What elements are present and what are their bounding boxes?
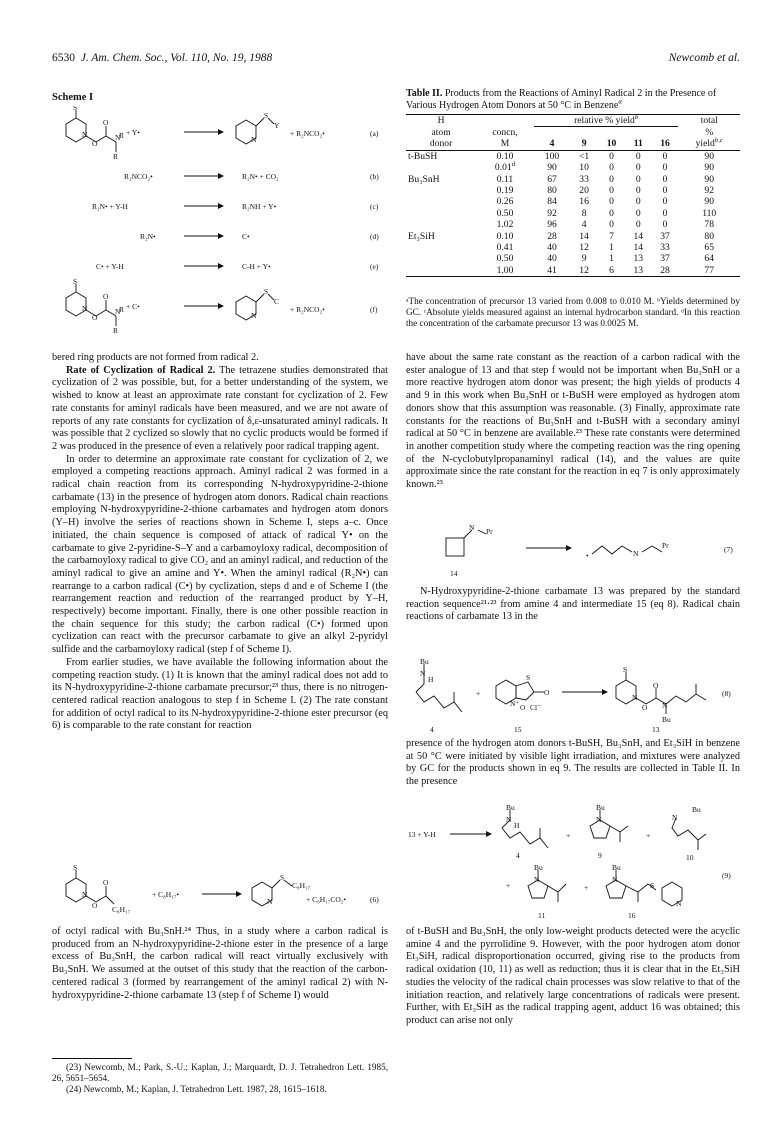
cell-yield: 84 [547,196,557,208]
cell-concn-value: 1.02 [496,219,514,231]
cell-yield: 80 [547,184,557,196]
table-header-row-3 [406,138,740,150]
cell-concn [476,208,534,219]
svg-text:N: N [632,693,638,702]
cell-yield: 16 [579,196,589,208]
svg-text:N: N [82,304,88,313]
cell-concn-value: 0.26 [496,196,514,208]
svg-text:+ R₂NCO₂•: + R₂NCO₂• [290,129,325,138]
references [52,1062,388,1095]
svg-text:N: N [662,701,668,710]
table-footnotes: ᵃThe concentration of precursor 13 varied from 0.008 to 0.010 M. ᵇYields determined by GC. ᶜAbsolute yields measured against an internal hydrocarbon standard. ᵈIn this reaction the concentration of the carbamate precursor 13 was 0.0025 M. [406,296,740,328]
cell-concn-value: 0.19 [496,184,514,196]
eq9-compound-16: 16 [628,911,636,920]
svg-text:O: O [92,139,98,148]
svg-text:R₂NH + Y•: R₂NH + Y• [242,202,277,211]
eq7-compound-number: 14 [450,569,458,578]
cell-concn [476,196,534,207]
cell-concn-value: 0.10 [496,230,514,242]
cell-concn [476,185,534,196]
cell-concn [476,150,534,162]
svg-text:N: N [267,897,273,906]
svg-text:+: + [584,883,589,892]
table-row [406,265,740,277]
cell-donor: Bu₃SnH [408,173,440,185]
cell-total: 90 [704,173,715,185]
paragraph: have about the same rate constant as the reaction of a carbon radical with the ester analogue of 13 and that step f would not be important when Bu₃SnH or a more reactive hydrogen atom donor was present; the high yields of products 4 and 9 in this work when Bu₃SnH or t-BuSH were employed as hydrogen atom donors show that this assumption was reasonable. (3) Finally, approximate rate constants for the reactions of Bu₃SnH and t-BuSH with a secondary aminyl radical at 50 °C in benzene are available.²³ These rate constants were determined in another competition study where the competing reaction was the ring opening of the N-cyclobutylpropanaminyl radical (14), and the values are quite approximate since the rate constant for the reaction in eq 7 is only approximately known.²³ [406,352,740,491]
svg-text:O: O [544,688,550,697]
th-concn-bot: M [500,138,510,150]
svg-text:(e): (e) [370,262,379,271]
cell-yield: 33 [579,173,589,185]
header-left [52,52,272,64]
th-col-11: 11 [633,138,643,150]
th-total-top: total [700,115,718,127]
svg-text:(f): (f) [370,305,378,314]
svg-text:Bu: Bu [420,657,429,666]
svg-text:+ C₈H₁₇•: + C₈H₁₇• [152,890,179,899]
svg-text:O: O [653,681,659,690]
cell-donor [406,196,476,207]
eq9-lhs: 13 + Y-H [408,830,436,839]
table-caption-text: Products from the Reactions of Aminyl Radical 2 in the Presence of Various Hydrogen Atom Donors at 50 °C in Benzene [406,88,717,111]
cell-donor: Et₃SiH [408,230,435,242]
eq9-compound-10: 10 [686,853,694,862]
svg-text:(d): (d) [370,232,379,241]
svg-text:S: S [623,665,628,674]
eq6-label: (6) [370,895,379,904]
svg-text:O: O [520,703,526,712]
eq7-label: (7) [724,545,733,554]
th-col-9: 9 [581,138,587,150]
cell-yield: 33 [660,241,670,253]
section-runin-heading: Rate of Cyclization of Radical 2. [66,364,216,376]
cell-yield: 40 [547,241,557,253]
table-row [406,150,740,162]
cell-yield: 67 [547,173,557,185]
equation-8 [406,656,740,736]
journal-citation: J. Am. Chem. Soc., Vol. 110, No. 19, 1988 [80,52,273,64]
cell-concn [476,265,534,277]
cell-total: 90 [704,196,715,208]
cell-total: 78 [704,219,715,231]
eq8-compound-13: 13 [652,725,660,734]
svg-text:R: R [119,305,125,314]
svg-text:+ R₂NCO₂•: + R₂NCO₂• [290,305,325,314]
svg-text:O: O [642,703,648,712]
svg-text:C-H + Y•: C-H + Y• [242,262,271,271]
cell-total: 65 [704,241,715,253]
paragraph: From earlier studies, we have available the following information about the competing reaction study. (1) It is known that the aminyl radical does not add to its N-hydroxypyridine-2-thione carbamate precursor;²³ thus, there is no nitrogen-centered radical reaction analogous to step f in Scheme I. (2) The rate constant for addition of octyl radical to its N-hydroxypyridine-2-thione ester precursor (eq 6) is comparable to the rate constant for reaction [52,656,388,732]
cell-yield: 40 [547,253,557,265]
svg-text:Bu: Bu [612,863,621,872]
svg-text:C• + Y-H: C• + Y-H [96,262,124,271]
svg-text:R₂NCO₂•: R₂NCO₂• [124,172,153,181]
svg-text:(c): (c) [370,202,379,211]
th-empty [534,127,679,138]
cell-yield: 6 [609,264,614,276]
table-row [406,196,740,207]
paragraph-text: The tetrazene studies demonstrated that cyclization of 2 was possible, but, for a better understanding of the system, we wished to know at least an approximate rate constant for cyclization of 2. Few rate constants for aminyl radicals have been measured, and we are not aware of reports of any rate constants for cyclization of δ,ε-unsaturated aminyl radicals. It was possible that 2 cyclized so slowly that no cyclic products would be formed if 2 was produced in the presence of even a relatively poor radical trapping agent. [52,364,389,452]
table-row [406,219,740,230]
svg-text:Bu: Bu [692,805,701,814]
eq9-compound-4: 4 [516,851,520,860]
th-total-bot [678,138,740,150]
th-total-bot-text: yield [695,138,715,150]
cell-yield: 0 [635,196,641,208]
cell-yield: 12 [579,264,589,276]
svg-text:•: • [586,551,589,560]
cell-concn [476,162,534,173]
table-body [406,150,740,276]
cell-yield: 92 [547,207,557,219]
svg-text:Bu: Bu [534,863,543,872]
cell-yield: 0 [662,173,668,185]
cell-yield: 9 [581,253,587,265]
cell-concn-value: 0.41 [496,241,514,253]
cell-donor [406,219,476,230]
th-donor-top: H [437,115,445,127]
table-row [406,208,740,219]
cell-yield: 1 [609,253,614,265]
svg-text:N: N [115,133,121,142]
svg-text:S: S [526,673,531,682]
paragraph: of octyl radical with Bu₃SnH.²⁴ Thus, in a study where a carbon radical is produced from an N-hydroxypyridine-2-thione ester in the presence of a large excess of Bu₃SnH, the carbon radical will react virtually exclusively with Bu₃SnH. We assumed at the outset of this study that the reaction of the carbon-centered radical 3 (formed by rearrangement of the aminyl radical 2) with N-hydroxypyridine-2-thione carbamate 13 (step f of Scheme I) would [52,926,388,1001]
table-row [406,242,740,253]
svg-text:S: S [73,277,78,286]
cell-yield: 8 [581,207,587,219]
cell-donor [406,242,476,253]
paragraph: In order to determine an approximate rate constant for cyclization of 2, we employed a competing reactions approach. Aminyl radical 2 was formed in a radical chain reaction from its corresponding N-hydroxypyridine-2-thione carbamate (13) in the presence of hydrogen atom donors. Radical chain reactions employing N-hydroxypyridine-2-thione carbamates and hydrogen atom donors (Y–H) involve the series of reactions shown in Scheme I, steps a–c. Once initiated, the chain sequence is composed of attack of radical Y• on the carbamate to give 2-pyridine-S–Y and a carbamoyloxy radical, decomposition of the carbamoyloxy radical to give CO₂ and an aminyl radical, and reduction of the aminyl radical to give an amine and Y•. When the aminyl radical (R₂N•) can rearrange to a carbon radical (C•) by cyclization, steps d and e of Scheme I (the rearrangement reaction and reduction of the rearranged product by Y–H, respectively) become important. Finally, there is one other possible reaction in the chain sequence for this study; the carbon radical (C•) formed upon cyclization can react with the precursor carbamate to give an alkyl 2-pyridyl sulfide and the carbamoyloxy radical (step f of Scheme I). [52,453,388,656]
svg-text:N: N [82,130,88,139]
cell-concn-sup: d [511,160,516,168]
cell-yield: 4 [581,219,587,231]
scheme-title: Scheme I [52,92,94,103]
th-col-10: 10 [606,138,617,150]
table-container [406,114,740,277]
reference-24: (24) Newcomb, M.; Kaplan, J. Tetrahedron Lett. 1987, 28, 1615–1618. [66,1084,327,1094]
svg-text:+: + [476,689,481,698]
svg-text:Bu: Bu [662,715,671,724]
cell-yield: 37 [660,253,670,265]
equation-6-drawing [52,864,388,922]
th-relative-yield-sup: b [634,113,639,121]
svg-text:N: N [676,899,682,908]
svg-text:N⁺: N⁺ [510,699,520,708]
th-total-sup: b,c [714,137,723,145]
svg-text:S: S [264,111,269,120]
cell-yield: 0 [662,219,668,231]
equation-7 [406,520,740,582]
cell-yield: 96 [547,219,557,231]
cell-total: 90 [704,150,715,162]
svg-text:C₈H₁₇: C₈H₁₇ [112,905,131,914]
th-relative-yield-text: relative % yield [574,115,635,126]
svg-text:O: O [103,118,109,127]
cell-donor [406,253,476,264]
left-column-text [52,352,388,733]
paragraph: N-Hydroxypyridine-2-thione carbamate 13 was prepared by the standard reaction sequence²¹·²³ from amine 4 and intermediate 15 (eq 8). Radical chain reactions of carbamate 13 in the [406,586,740,623]
svg-text:R₂N• + CO₂: R₂N• + CO₂ [242,172,279,181]
right-column-text-4 [406,926,740,1028]
svg-text:N: N [596,815,602,824]
eq8-compound-4: 4 [430,725,434,734]
svg-text:H: H [514,821,520,830]
cell-concn-value: 0.50 [496,253,514,265]
cell-yield: 12 [579,241,589,253]
th-col-16: 16 [660,138,670,150]
cell-yield: 7 [609,230,614,242]
svg-text:+: + [646,831,651,840]
cell-total: 90 [704,162,715,174]
table-header-row-1 [406,115,740,127]
cell-yield: 0 [635,207,641,219]
cell-yield: 0 [662,207,668,219]
cell-concn-value: 0.01 [494,162,512,174]
cell-yield: 14 [633,230,644,242]
eq8-compound-15: 15 [514,725,522,734]
svg-text:N: N [115,307,121,316]
right-column-text [406,352,740,492]
header-authors: Newcomb et al. [668,52,740,64]
th-empty [476,115,534,127]
svg-text:N: N [672,813,678,822]
svg-text:N: N [420,669,426,678]
th-donor-mid: atom [431,126,451,138]
cell-yield: 10 [579,162,589,174]
svg-text:N: N [612,875,618,884]
equation-7-drawing [406,520,740,582]
cell-yield: 0 [662,184,668,196]
table-caption-label: Table II. [406,88,443,99]
cell-yield: 0 [662,162,668,174]
cell-yield: 1 [609,241,614,253]
cell-yield: 28 [547,230,557,242]
results-table [406,114,740,277]
table-row [406,162,740,173]
svg-text:R: R [113,152,119,161]
svg-text:R: R [113,326,119,335]
svg-text:(b): (b) [370,172,379,181]
svg-text:N: N [506,815,512,824]
svg-text:Y: Y [274,121,280,130]
svg-text:O: O [103,878,109,887]
cell-yield: 41 [547,264,557,276]
cell-yield: 13 [633,253,644,265]
cell-yield: 0 [662,150,668,162]
cell-concn-value: 0.10 [496,150,514,162]
cell-yield: 13 [633,264,644,276]
cell-donor [406,162,476,173]
svg-text:N: N [633,549,639,558]
cell-yield: 0 [609,196,614,208]
table-row [406,253,740,264]
svg-text:C₈H₁₇: C₈H₁₇ [292,881,311,890]
cell-donor: t-BuSH [408,150,438,162]
cell-total: 92 [704,184,715,196]
cell-yield: 90 [547,162,557,174]
th-donor-bot: donor [429,138,453,150]
th-relative-yield [534,115,679,127]
cell-concn [476,174,534,185]
svg-text:Bu: Bu [596,803,605,812]
svg-text:S: S [73,106,78,112]
cell-yield: 14 [579,230,589,242]
cell-yield: 0 [635,173,641,185]
cell-yield: 0 [609,207,614,219]
paragraph: bered ring products are not formed from radical 2. [52,352,259,363]
reference-23: (23) Newcomb, M.; Park, S.-U.; Kaplan, J.; Marquardt, D. J. Tetrahedron Lett. 1985, 26, 5651–5654. [52,1062,388,1083]
th-concn-top: concn, [492,126,518,138]
cell-yield: 100 [544,150,560,162]
svg-text:N: N [251,135,257,144]
cell-yield: 0 [609,184,614,196]
svg-text:+ C₈H₁₇CO₂•: + C₈H₁₇CO₂• [306,895,347,904]
svg-text:Pr: Pr [486,527,493,536]
cell-concn [476,242,534,253]
svg-text:C•: C• [242,232,250,241]
svg-text:+: + [566,831,571,840]
cell-yield: 0 [609,162,614,174]
eq9-compound-9: 9 [598,851,602,860]
equation-9-drawing [406,798,740,922]
left-column-text-2 [52,926,388,1002]
svg-text:O: O [103,292,109,301]
cell-yield: 0 [662,196,668,208]
scheme-figure [52,106,388,342]
running-header [52,52,740,68]
right-column-text-3 [406,738,740,789]
cell-concn-value: 0.50 [496,207,514,219]
cell-yield: 0 [635,150,641,162]
table-row [406,174,740,185]
svg-text:O: O [92,313,98,322]
svg-text:O: O [92,901,98,910]
cell-concn-value: 0.11 [496,173,514,185]
eq9-label: (9) [722,871,731,880]
scheme-drawing [52,106,388,342]
paragraph [52,365,388,454]
cell-yield: <1 [578,150,590,162]
cell-donor [406,265,476,277]
svg-text:+ Y•: + Y• [126,128,140,137]
svg-text:S: S [73,864,78,872]
svg-text:Cl⁻: Cl⁻ [530,703,542,712]
references-divider [52,1058,132,1059]
svg-text:N: N [534,875,540,884]
table-row [406,231,740,242]
cell-concn [476,253,534,264]
paragraph: presence of the hydrogen atom donors t-BuSH, Bu₃SnH, and Et₃SiH in benzene at 50 °C were initiated by visible light irradiation, and mixtures were analyzed by GC for the products shown in eq 9. The results are collected in Table II. In the presence [406,738,740,788]
svg-text:+: + [506,881,511,890]
cell-concn-value: 1.00 [496,264,514,276]
cell-yield: 0 [635,219,641,231]
cell-concn [476,219,534,230]
svg-text:C: C [274,297,280,306]
svg-text:S: S [650,881,655,890]
cell-yield: 0 [635,162,641,174]
cell-total: 110 [702,207,717,219]
equation-6 [52,864,388,922]
svg-text:N: N [82,890,88,899]
table-caption-sup: a [618,97,622,106]
cell-concn [476,231,534,242]
page-number: 6530 [52,52,75,64]
table-caption [406,88,740,112]
cell-yield: 14 [633,241,644,253]
cell-donor [406,185,476,196]
table-row [406,185,740,196]
table-header-row-2 [406,127,740,138]
cell-yield: 0 [609,219,614,231]
svg-text:Pr: Pr [662,541,669,550]
svg-text:R: R [119,131,125,140]
svg-text:S: S [280,873,285,882]
equation-9 [406,798,740,922]
cell-total: 77 [704,264,715,276]
cell-yield: 37 [660,230,670,242]
cell-yield: 28 [660,264,670,276]
cell-yield: 0 [609,173,614,185]
cell-yield: 20 [579,184,589,196]
svg-text:N: N [469,523,475,532]
svg-text:(a): (a) [370,129,379,138]
eq8-label: (8) [722,689,731,698]
svg-text:+ C•: + C• [126,302,140,311]
paragraph: of t-BuSH and Bu₃SnH, the only low-weight products detected were the acyclic amine 4 and the pyrrolidine 9. However, with the poor hydrogen atom donor Et₃SiH, radical disproportionation occurred, giving rise to the products from radical oxidation (10, 11) as well as reduction; thus it is clear that in the Et₃SiH studies the velocity of the radical chain processes was slow relative to that of the initiation reaction, and relatively large concentrations of radicals were present. Further, with Et₃SiH as the radical trapping agent, adduct 16 was obtained; this product can arise not only [406,926,740,1026]
eq9-compound-11: 11 [538,911,546,920]
svg-text:Bu: Bu [506,803,515,812]
cell-donor [406,208,476,219]
svg-text:R₂N•: R₂N• [140,232,156,241]
th-total-mid: % [705,126,714,138]
cell-total: 80 [704,230,715,242]
cell-yield: 0 [635,184,641,196]
th-col-4: 4 [549,138,555,150]
svg-text:H: H [428,675,434,684]
svg-text:N: N [251,311,257,320]
svg-text:S: S [264,287,269,296]
cell-total: 64 [704,253,715,265]
right-column-text-2 [406,586,740,624]
svg-text:R₂N• + Y-H: R₂N• + Y-H [92,202,128,211]
cell-yield: 0 [609,150,614,162]
equation-8-drawing [406,656,740,736]
